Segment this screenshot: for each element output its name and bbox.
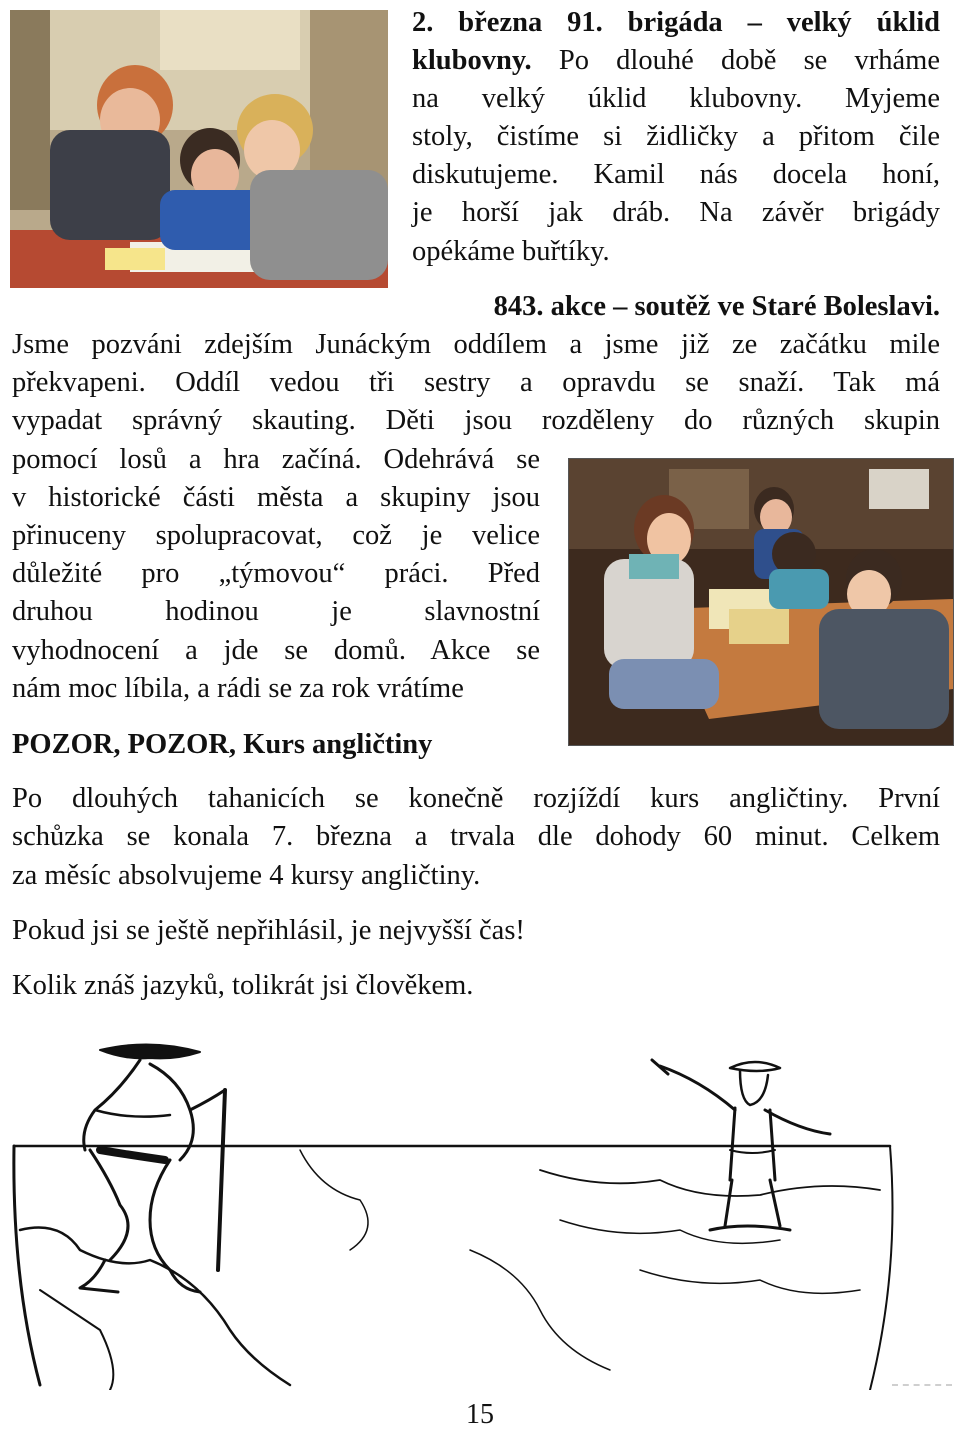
section1-line-7: opékáme buřtíky. (412, 236, 610, 267)
section2-narrow-line-4: důležité pro „týmovou“ práci. Před (12, 558, 540, 589)
section2-narrow-line-2: v historické části města a skupiny jsou (12, 482, 540, 513)
section3-proverb-line: Kolik znáš jazyků, tolikrát jsi člověkem. (12, 970, 474, 1001)
section3-signup-line: Pokud jsi se ještě nepřihlásil, je nejvyšší čas! (12, 915, 525, 946)
section2-full-line-2: překvapeni. Oddíl vedou tři sestry a opravdu se snaží. Tak má (12, 367, 940, 398)
section3-para-line-2: schůzka se konala 7. března a trvala dle dohody 60 minut. Celkem (12, 821, 940, 852)
section1-line-2-text: Po dlouhé době se vrháme (531, 45, 940, 76)
photo-children-writing (10, 10, 388, 288)
section2-heading-text: 843. akce – soutěž ve Staré Boleslavi. (493, 291, 940, 322)
section1-line-6: je horší jak dráb. Na závěr brigády (412, 197, 940, 228)
section3-heading-text: POZOR, POZOR, Kurs angličtiny (12, 729, 433, 760)
section1-line-2-bold: klubovny. (412, 45, 532, 76)
decorative-corner-mark (892, 1384, 952, 1390)
section2-full-line-3: vypadat správný skauting. Děti jsou rozděleny do různých skupin (12, 405, 940, 436)
section1-line-2 (412, 42, 940, 81)
section2-full-line-1: Jsme pozváni zdejším Junáckým oddílem a jsme již ze začátku mile (12, 329, 940, 360)
section1-line-1 (412, 4, 940, 43)
section1-line-5: diskutujeme. Kamil nás docela honí, (412, 159, 940, 190)
section1-line-3: na velký úklid klubovny. Myjeme (412, 83, 940, 114)
section2-narrow-line-1: pomocí losů a hra začíná. Odehrává se (12, 444, 540, 475)
section1-line-1-bold: 2. března 91. brigáda – velký úklid (412, 7, 940, 38)
page-number: 15 (466, 1399, 494, 1430)
section3-heading (12, 726, 552, 765)
section3-para-line-1: Po dlouhých tahanicích se konečně rozjíždí kurs angličtiny. První (12, 783, 940, 814)
photo-girl-and-boys-at-table (568, 458, 954, 746)
section1-line-4: stoly, čistíme si židličky a přitom čile (412, 121, 940, 152)
scouts-on-globe-drawing (0, 1030, 960, 1390)
section2-narrow-line-3: přinuceny spolupracovat, což je velice (12, 520, 540, 551)
section2-heading (412, 288, 940, 327)
section3-para-line-3: za měsíc absolvujeme 4 kursy angličtiny. (12, 860, 481, 891)
section2-narrow-line-5: druhou hodinou je slavnostní (12, 596, 540, 627)
section2-narrow-line-7: nám moc líbila, a rádi se za rok vrátíme (12, 673, 464, 704)
section2-narrow-line-6: vyhodnocení a jde se domů. Akce se (12, 635, 540, 666)
